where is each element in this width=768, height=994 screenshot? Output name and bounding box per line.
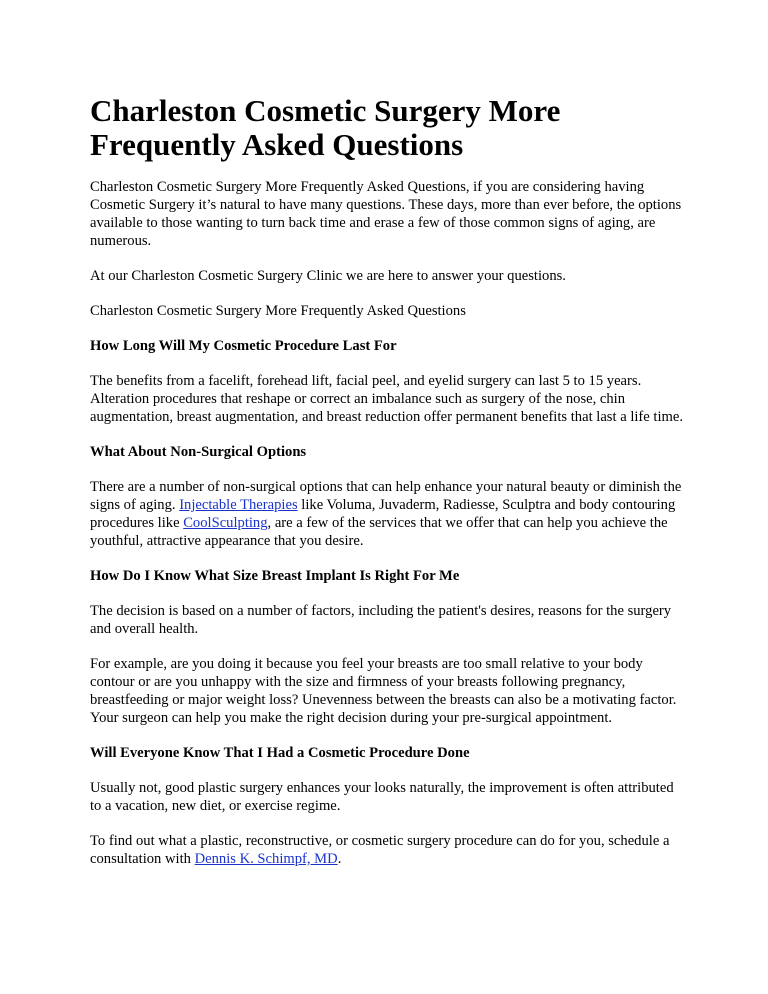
question-heading-non-surgical: What About Non-Surgical Options [90, 444, 307, 460]
answer-noticeability: Usually not, good plastic surgery enhances your looks naturally, the improvement is often attributed to a vacation, new diet, or exercise regime. [90, 780, 674, 814]
closing-paragraph [90, 832, 684, 868]
question-heading-longevity: How Long Will My Cosmetic Procedure Last For [90, 338, 397, 354]
closing-period: . [337, 851, 342, 867]
answer-non-surgical [90, 478, 684, 550]
intro-paragraph: Charleston Cosmetic Surgery More Frequently Asked Questions, if you are considering having Cosmetic Surgery it’s natural to have many questions. These days, more than ever before, the options available to those wanting to turn back time and erase a few of those common signs of aging, are numerous. [90, 179, 682, 249]
answer-implant-size-2: For example, are you doing it because you feel your breasts are too small relative to your body contour or are you unhappy with the size and firmness of your breasts following pregnancy, breastfeeding or major weight loss? Unevenness between the breasts can also be a motivating factor. Your surgeon can help you make the right decision during your pre-surgical appointment. [90, 656, 677, 726]
question-heading-noticeability: Will Everyone Know That I Had a Cosmetic Procedure Done [90, 745, 470, 761]
document-body [90, 94, 684, 885]
question-heading-implant-size: How Do I Know What Size Breast Implant Is Right For Me [90, 568, 460, 584]
closing-text: To find out what a plastic, reconstructive, or cosmetic surgery procedure can do for you, schedule a consultation with [90, 833, 670, 867]
injectable-therapies-link[interactable]: Injectable Therapies [179, 497, 298, 513]
document-title: Charleston Cosmetic Surgery More Frequently Asked Questions [90, 93, 561, 162]
coolsculpting-link[interactable]: CoolSculpting [183, 515, 268, 531]
surgeon-link[interactable]: Dennis K. Schimpf, MD [194, 851, 338, 867]
clinic-paragraph: At our Charleston Cosmetic Surgery Clinic we are here to answer your questions. [90, 268, 566, 284]
answer-longevity: The benefits from a facelift, forehead lift, facial peel, and eyelid surgery can last 5 to 15 years. Alteration procedures that reshape or correct an imbalance such as surgery of the nose, chin augmentation, breast augmentation, and breast reduction offer permanent benefits that last a life time. [90, 373, 683, 425]
answer-non-surgical-text-2: like Voluma, Juvaderm, Radiesse, Sculptra and body contouring procedures like [90, 497, 676, 531]
subtitle-paragraph: Charleston Cosmetic Surgery More Frequently Asked Questions [90, 303, 466, 319]
answer-implant-size-1: The decision is based on a number of factors, including the patient's desires, reasons for the surgery and overall health. [90, 603, 672, 637]
answer-non-surgical-text-1: There are a number of non-surgical options that can help enhance your natural beauty or diminish the signs of aging. [90, 479, 682, 513]
answer-non-surgical-text-3: , are a few of the services that we offer that can help you achieve the youthful, attractive appearance that you desire. [90, 515, 668, 549]
